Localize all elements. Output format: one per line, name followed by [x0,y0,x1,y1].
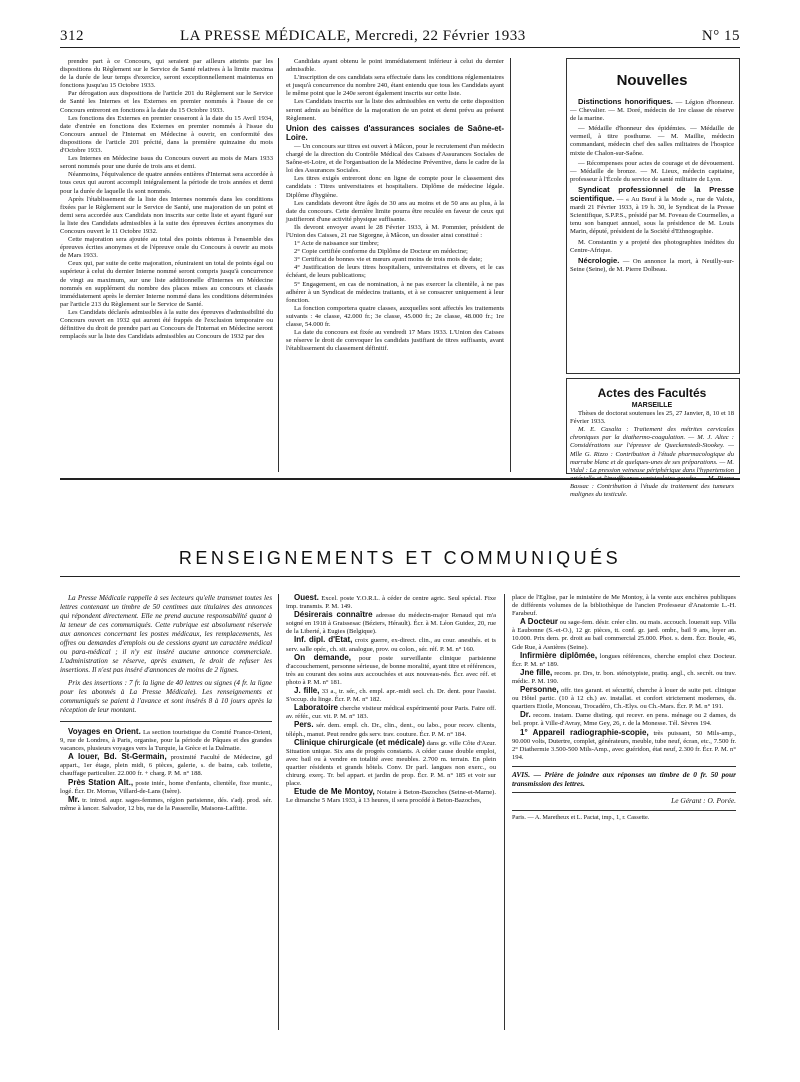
page-header [60,28,740,46]
union-caisses-title: Union des caisses d'assurances sociales de Saône-et-Loire. [286,123,504,142]
ad-text: cherche visiteur médical expérimenté pour Paris. Faire off. av. référ., cur. vit. P. M. n° 183. [286,705,496,721]
ad-text: pour poste surveillante clinique parisienne d'accouchement, personne sérieuse, de bonne moralité, ayant titre et références, très au courant des soins aux accouchées et aux nouveau-nés. Écr. avec réf. et photo à P. M. n° 181. [286,654,496,686]
paragraph: Les fonctions des Externes en premier cesseront à la date du 15 Avril 1934, date d'entrée en fonctions des Externes en premier nommés à l'issue du Concours annuel de l'Internat en Médecine à ouvrir, en conformité des dispositions de l'article 201 précité, dans la première quinzaine du mois d'Octobre 1933. [60,114,273,155]
paragraph: 2° Copie certifiée conforme du Diplôme de Docteur en médecine; [294,248,468,256]
ad-title: On demande, [294,652,352,662]
notice-rule [60,721,272,722]
news-text: — On annonce la mort, à Neuilly-sur-Seine (Seine), de M. Pierre Dolbeau. [570,257,734,273]
ad-title: Près Station Alt., [68,777,134,787]
paragraph: 5° Engagement, en cas de nomination, à ne pas exercer la clientèle, à ne pas adhérer à un Syndicat de médecins traitants, et à se consacrer uniquement à leur fonction. [286,280,504,304]
paragraph: Les candidats devront être âgés de 30 ans au moins et de 50 ans au plus, à la date du concours. Cette dernière limite pourra être reculée en faveur de ceux qui justifieront d'une activité physique suffisante. [286,199,504,223]
paragraph: 3° Certificat de bonnes vie et mœurs ayant moins de trois mois de date; [294,256,483,264]
issue-number: N° 15 [701,28,740,44]
ad-text: croix guerre, ex-direct. clin., au cour. anesthés. et ts serv. salle opér., ch. sit. analogue, prov. ou colon., sér. réf. P. M. n° 160. [286,637,496,653]
column-1 [60,58,273,470]
avis-text: AVIS. — Prière de joindre aux réponses un timbre de 0 fr. 50 pour transmission des lettres. [512,769,736,788]
classified-ad [286,611,496,636]
ad-title: A Docteur [520,617,559,627]
classified-ad [60,779,272,796]
header-rule [60,47,740,48]
page-number: 312 [60,28,84,44]
classified-ad [286,636,496,653]
ad-text: offr. ttes garant. et sécurité, cherche à louer de suite pet. clinique ou Hôtel partic. (10 à 12 ch.) av. installat. et confort strictement modernes, ds. quartiers Etoile, Monceau, Trocadéro, Ch.-Elys. ou Ch.-Mars. Écr. P. M. n° 191. [512,687,736,711]
ads-divider-2 [504,594,505,1030]
ads-divider-1 [278,594,279,1030]
paragraph: Les titres exigés entreront donc en ligne de compte pour le classement des candidats : Titres universitaires et hospitaliers. Diplôme de médecine légale. Diplôme d'hygiène. [286,175,504,199]
ad-title: Jne fille, [520,667,553,677]
paragraph: Candidats ayant obtenu le point immédiatement inférieur à celui du dernier admissible. [286,58,504,74]
ad-title: Ouest. [294,593,319,602]
journal-title: LA PRESSE MÉDICALE, Mercredi, 22 Février 1933 [180,28,526,44]
paragraph: L'inscription de ces candidats sera effectuée dans les conditions réglementaires et jusqu'à concurrence du nombre 240, étant entendu que tous les Candidats ayant le même point que le 240e seront également inscrits sur cette liste. [286,74,504,98]
news-title: Syndicat professionnel de la Presse scientifique. [570,184,734,204]
paragraph: Les Internes en Médecine issus du Concours ouvert au mois de Mars 1933 seront nommés pour une durée de trois ans et demi. [60,155,273,171]
news-title: Distinctions honorifiques. [578,97,673,106]
ad-text: sér. dem. empl. ch. Dr., clin., dent., ou labo., pour recev. clients, téléph., manut. Peut rendre gds serv. trav. couture. Écr. P. M. n° 184. [286,722,496,738]
column-2 [286,58,504,470]
ad-title: 1° Appareil radiographie-scopie, [520,727,649,737]
news-text: — Légion d'honneur. — Chevalier. — M. Doré, médecin de 1re classe de réserve de la marine. [570,99,734,123]
classified-ad [512,729,736,762]
ad-intro-continued: place de l'Eglise, par le ministère de Me Montoy, à la vente aux enchères publiques de différents volumes de la bibliothèque de l'ancien Professeur d'Anatomie L.-H. Farabeuf. [512,594,736,618]
actes-theses: M. E. Casalta : Traitement des métrites cervicales chroniques par la diathermo-coagulation. — M. J. Altec : Considérations sur l'épreuve de Queckenstedt-Stookey. — Mlle G. Rizzo : Contribution à l'étude pharmacologique du marrube blanc et de quelques-unes de ses préparations. — M. Vidal : La pression veineuse périphérique dans l'hypertension artérielle et l'insuffisance ventriculaire gauche. — M. Pierre Bassac : Contribution à l'étude du traitement des tumeurs malignes du testicule. [570,426,734,499]
ad-text: recom. instam. Dame disting. qui recevr. en pens. ménage ou 2 dames, ds bel. propr. à Ville-d'Avray, Mme Gey, 26, r. de la Monesse. Tél. Sèvres 194. [512,712,736,728]
news-item [570,239,734,255]
ad-title: Infirmière diplômée, [520,650,598,660]
ad-text: 33 a., tr. sér., ch. empl. apr.-midi secl. ch. Dr. dent. pour l'assist. S'occup. du linge. Écr. P. M. n° 182. [286,688,496,704]
actes-text: Thèses de doctorat soutenues les 25, 27 Janvier, 8, 10 et 18 Février 1933. [570,410,734,426]
actes-city: MARSEILLE [631,402,673,409]
ad-text: proximité Faculté de Médecine, gd appart., 1er étage, plein midi, 6 pièces, galerie, s. de bains, cab. toilette, chauffage particulier. 22.000 fr. + charg. P. M. n° 188. [60,754,272,778]
ad-text: dans gr. ville Côte d'Azur. Situation unique. Six ans de progrès constants. A céder cause double emploi, avec bail ou à vendre en totalité avec meubles. 2.700 m. terrain. En plein quartier résidents et grands hôtels. Conv. Dr parl. langues non exerc., ou chirurg. exerç. Tr. bel appart. et jardin de prop. Écr. P. M. n° 185 et voir sur place. [286,739,496,788]
news-item [570,257,734,274]
paragraph: La date du concours est fixée au vendredi 17 Mars 1933. L'Union des Caisses se réserve le droit de convoquer les candidats justifiant de titres suffisants, avant l'établissement du classement définitif. [286,329,504,353]
news-title: Nécrologie. [578,255,620,265]
ad-title: Etude de Me Montoy, [294,787,375,797]
section-title-rule [60,576,740,577]
paragraph: Les Candidats inscrits sur la liste des admissibles en vertu de cette disposition seront admis au bénéfice de la majoration de un point et demi prévu au présent Règlement. [286,98,504,122]
paragraph: La fonction comportera quatre classes, auxquelles sont affectés les traitements suivants : 4e classe, 42.000 fr.; 3e classe, 45.000 fr.; 2e classe, 48.000 fr.; 1re classe, 54.000 fr. [286,304,504,328]
ads-column-3 [512,594,736,1034]
notice-text: La Presse Médicale rappelle à ses lecteurs qu'elle transmet toutes les lettres contenant un timbre de 50 centimes aux titulaires des annonces qui répondent directement. Elle ne prend aucune responsabilité quant à la teneur de ces communiqués. Cette rubrique est absolument réservée aux annonces concernant les postes médicaux, les remplacements, les offres ou demandes d'emplois ou de cessions ayant un caractère médical ou para-médical ; il n'y est inséré aucune annonce commerciale. L'administration se réserve, après examen, le droit de refuser les insertions. Il n'est pas inséré d'annonces de moins de 2 lignes. [60,594,272,674]
classified-ad [286,721,496,738]
ad-title: Pers. [294,720,314,730]
ad-text: Excel. poste Y.O.R.L. à céder de centre agric. Seul spécial. Fixe imp. transmis. P. M. 149. [286,595,497,611]
column-divider-1 [278,58,279,472]
ad-title: Mr. [68,794,80,804]
news-text: — Récompenses pour actes de courage et de dévouement. — Médaille de bronze. — M. Lieux, médecin capitaine, professeur à l'École du service de santé militaire de Lyon. [570,159,734,183]
classified-ad [286,594,496,611]
section-rule [60,478,740,480]
paragraph: Cette majoration sera ajoutée au total des points obtenus à l'ensemble des épreuves écrites anonymes et de l'épreuve orale du Concours à ouvrir au mois de Mars 1933. [60,236,273,260]
ad-text: recom. pr. Drs, tr. bon. sténotypiste, pratiq. angl., ch. secrét. ou trav. médic. P. M. 190. [512,669,736,685]
news-text: M. Constantin y a projeté des photographies inédites du Centre-Afrique. [570,238,734,254]
ad-title: Laboratoire [294,703,339,713]
paragraph: 1° Acte de naissance sur timbre; [294,240,379,248]
classified-ad [60,796,272,813]
ads-column-2 [286,594,496,1030]
ad-text: longues références, cherche emploi chez Docteur. Écr. P. M. n° 189. [512,652,736,668]
avis-block [512,766,736,788]
classified-ad [512,669,736,686]
paragraph: Ils devront envoyer avant le 28 Février 1933, à M. Pommier, président de l'Union des Caisses, 21 rue Sigorgne, à Mâcon, un dossier ainsi constitué : [286,223,504,239]
ad-title: Clinique chirurgicale (et médicale) [294,737,425,747]
ad-title: A louer, Bd. St-Germain, [68,752,167,762]
classified-ad [286,654,496,687]
classified-ad [286,687,496,704]
classified-ad [512,711,736,728]
paragraph: Ceux qui, par suite de cette majoration, réuniraient un total de points égal ou supérieur à celui du dernier Interne nommé seront compris jusqu'à concurrence de vingt au maximum, sur une liste additionnelle d'Internes en Médecine nommés en supplément du nombre des places mises au concours et classés immédiatement après le dernier Interne nommé dans les conditions déterminées par l'article 213 du Règlement sur le Service de Santé. [60,260,273,308]
ad-title: Voyages en Orient. [68,727,141,736]
ad-text: adresse du médecin-major Renaud qui m'a soigné en 1918 à Graissesac (Béziers, Hérault). Écr. à M. Léon Guidez, 20, rue de la Liberté, à Eugies (Belgique). [286,612,496,636]
news-text: — Médaille d'honneur des épidémies. — Médaille de vermeil, à titre posthume. — M. Maillie, médecin commandant, médecin chef des salles militaires de l'hospice mixte de Chalon-sur-Saône. [570,125,734,157]
actes-heading: Actes des Facultés [597,386,707,400]
ad-title: Personne, [520,685,559,695]
classified-ad [512,618,736,651]
paragraph: — Un concours sur titres est ouvert à Mâcon, pour le recrutement d'un médecin chargé de la direction du Contrôle Médical des Caisses d'Assurances Sociales de Saône-et-Loire, et de l'organisation de la Médecine Préventive, dans le cadre de la loi des Assurances Sociales. [286,142,504,175]
ad-title: Inf. dipl. d'Etat, [294,635,353,645]
classified-ad [286,704,496,721]
ad-title: Dr. [520,710,531,720]
news-item [570,160,734,184]
ad-text: très puissant, 50 Mils-amp., 90.000 volts, Dutertre, complet, générateurs, meuble, tube neuf, écran, etc., 7.500 fr. 2° Diathermie 3.500-500 Mils-Amp., avec guéridon, état neuf, 2.300 fr. Écr. P. M. n° 194. [512,729,736,761]
printer-line: Paris. — A. Maretheux et L. Pactat, imp., 1, r. Cassette. [512,810,736,822]
paragraph: Après l'établissement de la liste des Internes nommés dans les conditions fixées par le Règlement sur le Service de Santé, une majoration de un point et demi sera accordée aux Candidats non inscrits sur cette liste et ayant figuré sur la liste des Candidats admissibles à la suite des épreuves écrites anonymes du Concours ouvert le 11 Octobre 1932. [60,195,273,235]
news-item [570,186,734,237]
classified-ad [512,686,736,711]
paragraph: 4° Justification de leurs titres hospitaliers, universitaires et divers, et le cas échéant, de leurs publications; [286,264,504,280]
news-text: — « Au Bœuf à la Mode », rue de Valois, mardi 21 Février 1933, à 19 h. 30, le Syndicat de la Presse Scientifique, S.P.P.S., présidé par M. Foveau de Courmelles, a tenu son banquet annuel, sous la présidence de M. Louis Marin, député, président de la Société d'Ethnographie. [570,196,734,236]
paragraph: Néanmoins, l'équivalence de quatre années entières d'Internat sera accordée à tous ceux qui auront accompli intégralement la période de trois années et demi pour la durée de laquelle ils sont nommés. [60,171,273,195]
classified-ad [60,728,272,753]
paragraph: prendre part à ce Concours, qui seraient par ailleurs atteints par les dispositions du Règlement sur le Service de Santé relatives à la limite maxima de la durée de leur temps d'exercice, seront exceptionnellement maintenus en fonctions jusqu'au 15 Octobre 1933. [60,58,273,90]
actes-content [570,402,734,499]
ad-title: J. fille, [294,686,320,696]
classified-ad [286,788,496,805]
ad-title: Désirerais connaître [294,610,373,620]
paragraph: Par dérogation aux dispositions de l'article 201 du Règlement sur le Service de Santé les Internes et les Externes en premier nommés à l'issue de ce Concours entreront en fonctions à la date du 15 Octobre 1933. [60,90,273,114]
ad-text: tr. introd. aupr. sages-femmes, région parisienne, dés. s'adj. prod. sér. même à lancer. Salvador, 12 bis, rue de la Passerelle, Maisons-Laffitte. [60,796,272,812]
classified-ad [512,652,736,669]
section-title: RENSEIGNEMENTS ET COMMUNIQUÉS [178,548,622,568]
paragraph: Les Candidats déclarés admissibles à la suite des épreuves d'admissibilité du Concours ouvert en 1932 qui auront été frappés de l'exclusion temporaire ou définitive du droit de prendre part au Concours de l'Internat en Médecine seront remplacés sur la liste des Candidats admissibles au Concours de 1932 par des [60,308,273,341]
ad-text: Notaire à Beton-Bazoches (Seine-et-Marne). Le dimanche 5 Mars 1933, à 13 heures, il sera procédé à Beton-Bazoches, [286,789,497,805]
ads-column-1 [60,594,272,1030]
classified-ad [286,739,496,789]
news-item [570,98,734,123]
ad-text: poste intér., home d'enfants, clientèle, fixe munic., logé. Écr. Dr. Morras, Villard-de-Lans (Isère). [60,779,272,795]
gerant-line: Le Gérant : O. Porée. [512,792,736,805]
news-item [570,125,734,157]
nouvelles-content [570,98,734,368]
prices-text: Prix des insertions : 7 fr. la ligne de 40 lettres ou signes (4 fr. la ligne pour les abonnés à La Presse Médicale). Les renseignements et communiqués se paient à l'avance et sont insérés 8 à 10 jours après la réception de leur montant. [60,679,272,714]
classified-ad [60,753,272,778]
ad-text: La section touristique du Comité France-Orient, 9, rue de Londres, à Paris, organise, pour la période de Pâques et des grandes vacances, plusieurs voyages vers la Turquie, la Grèce et la Dalmatie. [60,729,272,753]
ad-text: ou sage-fem. désir. créer clin. ou mais. accouch. louerait sup. Villa à Eaubonne (S.-et-O.), 12 gr. pièces, tt. conf. gr. jard. ombr., bail 9 ans, loyer an. 10.000. Prix dem. pr. droit au bail commercial 25.000. Phot. s. dem. Écr. Boule, 46, Gde Rue, à Asnières (Seine). [512,619,736,651]
nouvelles-heading: Nouvelles [616,72,688,89]
column-divider-2 [510,58,511,472]
